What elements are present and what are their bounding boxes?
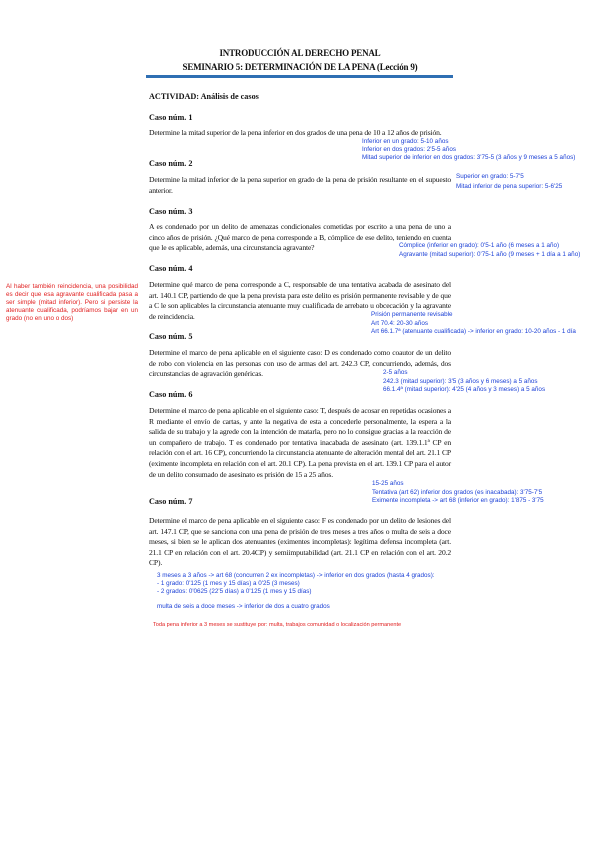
- case-heading: Caso núm. 1: [149, 113, 193, 122]
- case-heading: Caso núm. 3: [149, 207, 193, 216]
- margin-note: Art 70.4: 20-30 años: [371, 320, 429, 327]
- case-text: Determine el marco de pena aplicable en el siguiente caso: D es condenado como coautor de un delito de robo con violencia en las personas con uso de armas del art. 242.3 CP, concurriendo, además, dos circunstancias de agravación genéricas.: [149, 348, 451, 379]
- case-text: Determine el marco de pena aplicable en el siguiente caso: T, después de acosar en repetidas ocasiones a R mediante el envío de cartas, y ante la negativa de esta a concederle personalmente, la espera a la salida de su trabajo y la agrede con la intención de matarla, pero no lo consigue gracias a la reacción de un compañero de trabajo. T es condenado por tentativa inacabada de asesinato (art. 139.1.1ª CP en relación con el art. 16 CP), concurriendo la circunstancia atenuante de alteración mental del art. 21.1 CP (eximente incompleta en relación con el art. 20.1 CP). La pena prevista en el art. 139.1 CP para el autor de un delito consumado de asesinato es prisión de 15 a 25 años.: [149, 406, 451, 479]
- margin-note: multa de seis a doce meses -> inferior de dos a cuatro grados: [157, 603, 330, 610]
- margin-note: Superior en grado: 5-7'5: [456, 173, 524, 180]
- document-title: INTRODUCCIÓN AL DERECHO PENAL: [219, 48, 381, 58]
- margin-note: Art 66.1.7ª (atenuante cualificada) -> inferior en grado: 10-20 años - 1 día: [371, 328, 576, 335]
- substitution-note: Toda pena inferior a 3 meses se sustituye por: multa, trabajos comunidad o localización permanente: [153, 622, 402, 628]
- margin-note: 242.3 (mitad superior): 3'5 (3 años y 6 meses) a 5 años: [383, 378, 538, 385]
- margin-note: 3 meses a 3 años -> art 68 (concurren 2 ex incompletas) -> inferior en dos grados (hasta 4 grados):: [157, 572, 435, 579]
- margin-note: Prisión permanente revisable: [371, 311, 453, 318]
- margin-note: Cómplice (inferior en grado): 0'5-1 año (6 meses a 1 año): [399, 242, 560, 249]
- title-divider: [146, 75, 453, 78]
- margin-note: Inferior en dos grados: 2'5-5 años: [362, 146, 456, 153]
- case-text: Determine la mitad superior de la pena inferior en dos grados de una pena de 10 a 12 años de prisión.: [149, 128, 442, 137]
- margin-note: Agravante (mitad superior): 0'75-1 año (9 meses + 1 día a 1 año): [399, 251, 581, 258]
- case-heading: Caso núm. 5: [149, 332, 193, 341]
- margin-note: Inferior en un grado: 5-10 años: [362, 138, 449, 145]
- margin-note: 15-25 años: [372, 480, 404, 487]
- margin-note: 2-5 años: [383, 369, 408, 376]
- seminar-title: SEMINARIO 5: DETERMINACIÓN DE LA PENA (Lección 9): [182, 62, 418, 72]
- margin-note: Eximente incompleta -> art 68 (inferior en grado): 1'875 - 3'75: [372, 497, 544, 504]
- side-note: Al haber también reincidencia, una posibilidad es decir que esa agravante cualificada pasa a ser simple (mitad inferior). Pero si persiste la atenuante cualificada, podríamos bajar en un grado (no en uno o dos): [6, 283, 138, 322]
- margin-note: - 2 grados: 0'0625 (22'5 días) a 0'125 (1 mes y 15 días): [157, 588, 312, 595]
- case-heading: Caso núm. 6: [149, 390, 193, 399]
- margin-note: Mitad superior de inferior en dos grados: 3'75-5 (3 años y 9 meses a 5 años): [362, 154, 576, 161]
- case-text: A es condenado por un delito de amenazas condicionales cometidas por escrito a una pena de uno a cinco años de prisión. ¿Qué marco de pena corresponde a B, cómplice de ese delito, teniendo en cuenta que le es aplicable, además, una circunstancia agravante?: [149, 222, 451, 253]
- activity-heading: ACTIVIDAD: Análisis de casos: [149, 92, 259, 101]
- margin-note: Tentativa (art 62) inferior dos grados (es inacabada): 3'75-7'5: [372, 489, 543, 496]
- case-text: Determine el marco de pena aplicable en el siguiente caso: F es condenado por un delito de lesiones del art. 147.1 CP, que se sanciona con una pena de prisión de tres meses a tres años o multa de seis a doce meses, si bien se le aplican dos atenuantes (eximentes incompletas): legítima defensa incompleta (art. 21.1 CP en relación con el art. 20.4CP) y semiimputabilidad (art. 21.1 CP en relación con el art. 20.2 CP).: [149, 516, 451, 568]
- case-heading: Caso núm. 2: [149, 159, 193, 168]
- margin-note: - 1 grado: 0'125 (1 mes y 15 días) a 0'25 (3 meses): [157, 580, 300, 587]
- case-heading: Caso núm. 4: [149, 264, 193, 273]
- margin-note: Mitad inferior de pena superior: 5-6'25: [456, 183, 563, 190]
- margin-note: 66.1.4ª (mitad superior): 4'25 (4 años y 3 meses) a 5 años: [383, 386, 546, 393]
- case-heading: Caso núm. 7: [149, 497, 193, 506]
- case-text: Determine qué marco de pena corresponde a C, responsable de una tentativa acabada de asesinato del art. 140.1 CP, partiendo de que la pena prevista para este delito es prisión permanente revisable y de que a C le son aplicables la circunstancia atenuante muy cualificada de arrebato u obcecación y la agravante de reincidencia.: [149, 280, 451, 321]
- case-text: Determine la mitad inferior de la pena superior en grado de la pena de prisión resultante en el supuesto anterior.: [149, 175, 451, 195]
